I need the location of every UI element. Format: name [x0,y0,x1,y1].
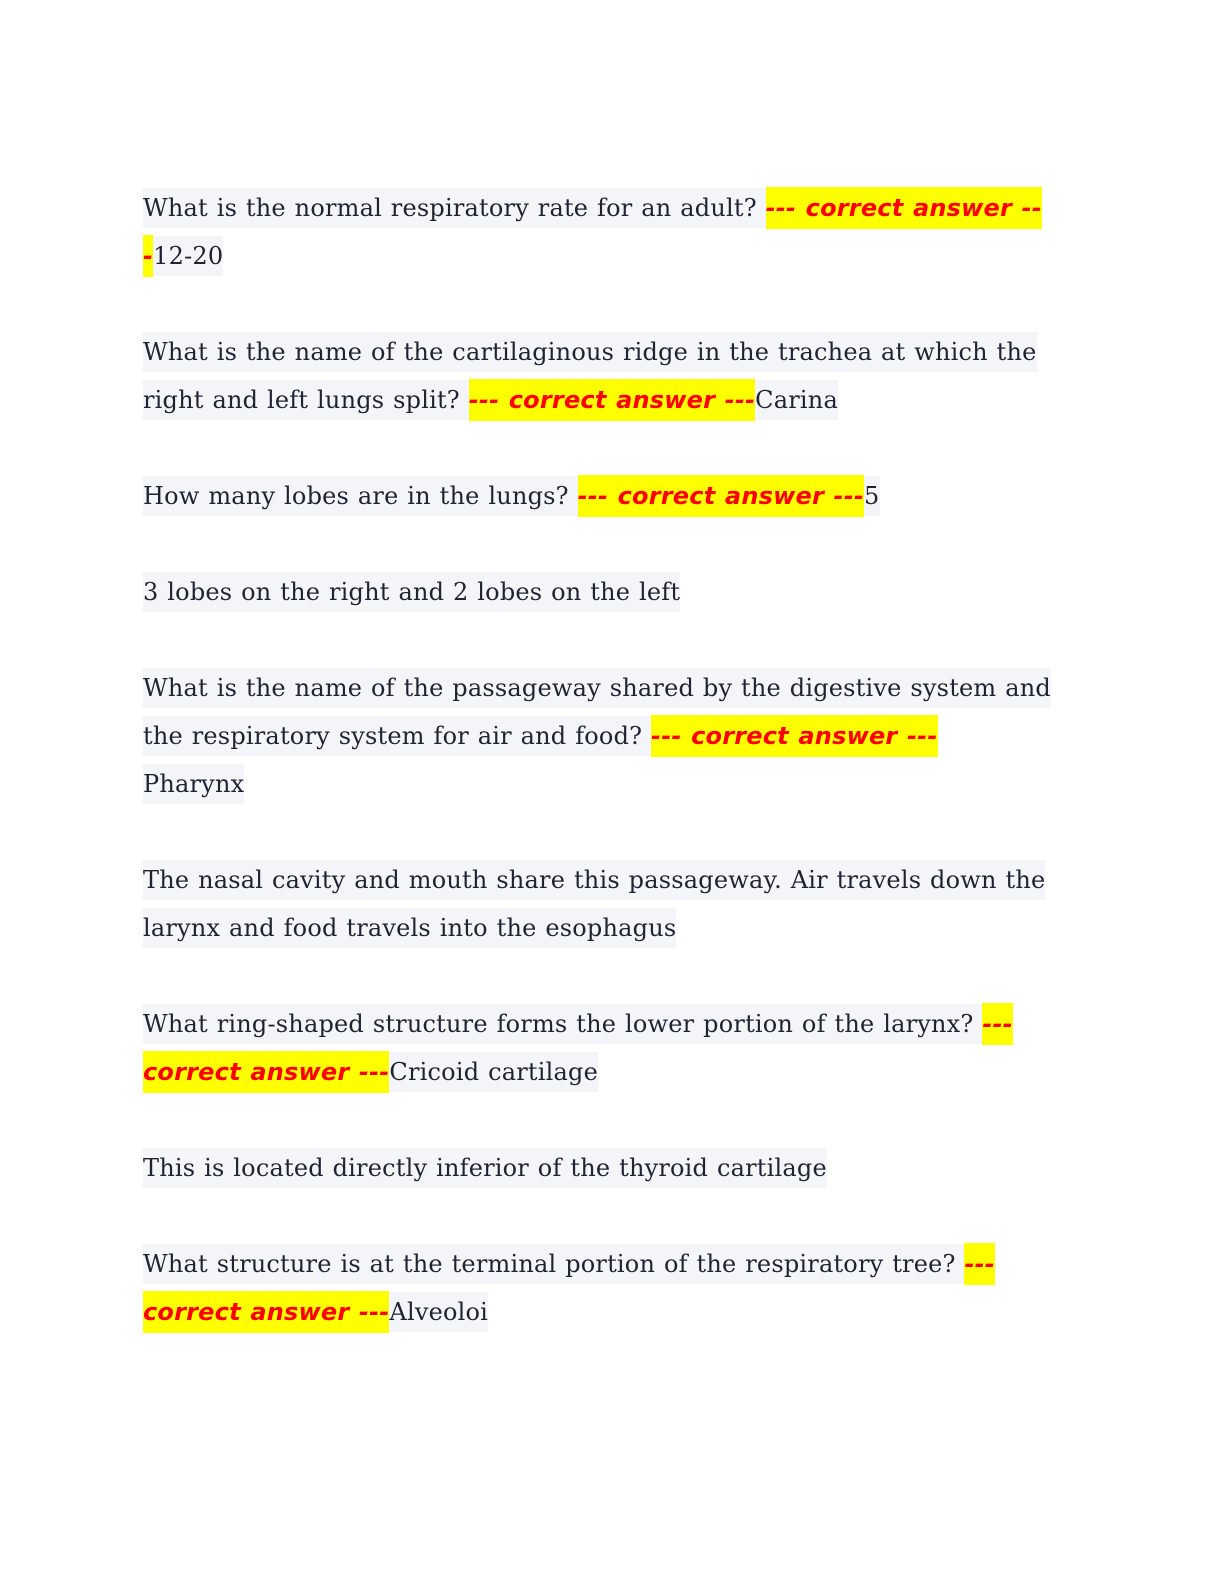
qa-item [143,1000,1078,1096]
answer-note [143,568,1078,616]
qa-item [143,1240,1078,1336]
answer-note [143,856,1078,952]
answer-text: 5 [864,476,879,516]
answer-text: Alveoloi [389,1292,488,1332]
answer-text: 12-20 [153,236,223,276]
question-text: What is the name of the passageway shared by the digestive system and the respiratory system for air and food? [143,668,1051,756]
question-text: What ring-shaped structure forms the lower portion of the larynx? [143,1004,982,1044]
note-text: The nasal cavity and mouth share this passageway. Air travels down the larynx and food travels into the esophagus [143,860,1045,948]
answer-note [143,1144,1078,1192]
qa-item [143,328,1078,424]
answer-marker: --- correct answer --- [143,1243,995,1333]
qa-item [143,184,1078,280]
note-text: This is located directly inferior of the thyroid cartilage [143,1148,827,1188]
answer-marker: --- correct answer --- [651,715,937,757]
answer-marker: --- correct answer --- [143,187,1042,277]
qa-item [143,472,1078,520]
qa-list [143,184,1078,1336]
answer-marker: --- correct answer --- [143,1003,1013,1093]
note-text: 3 lobes on the right and 2 lobes on the left [143,572,680,612]
question-text: What is the normal respiratory rate for an adult? [143,188,766,228]
answer-marker: --- correct answer --- [578,475,864,517]
answer-text: Carina [755,380,838,420]
question-text: What is the name of the cartilaginous ridge in the trachea at which the right and left lungs split? [143,332,1037,420]
qa-item [143,664,1078,808]
answer-marker: --- correct answer --- [469,379,755,421]
question-text: What structure is at the terminal portion of the respiratory tree? [143,1244,964,1284]
question-text: How many lobes are in the lungs? [143,476,578,516]
answer-text: Cricoid cartilage [389,1052,598,1092]
answer-text: Pharynx [143,764,244,804]
